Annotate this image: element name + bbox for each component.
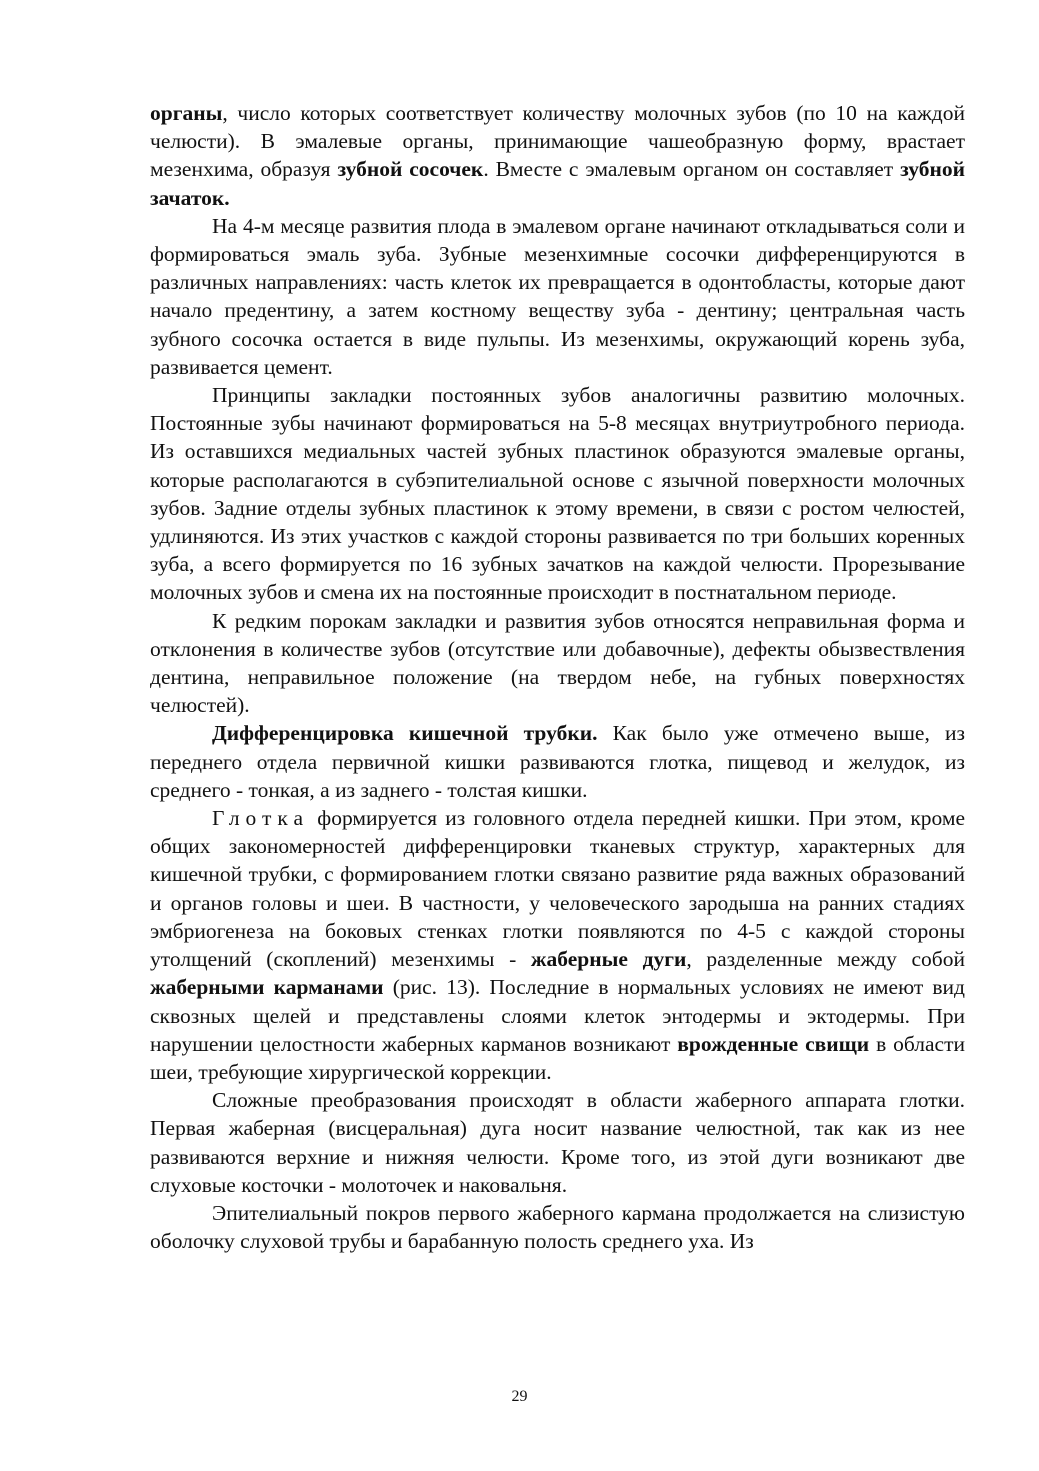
paragraph-6 xyxy=(150,804,965,1086)
text-run: жаберными карманами xyxy=(150,975,384,1000)
text-run: , число которых соответствует количеству молочных зубов (по 10 на каждой челюсти). В эмалевые органы, принимающие чашеобразную форму, врастает мезенхима, образуя xyxy=(150,101,965,182)
text-run: . Вместе с эмалевым органом он составляет xyxy=(483,157,901,182)
paragraph-3 xyxy=(150,381,965,607)
text-run: Принципы закладки постоянных зубов аналогичны развитию молочных. Постоянные зубы начинают формироваться на 5-8 месяцах внутриутробного периода. Из оставшихся медиальных частей зубных пластинок образуются эмалевые органы, которые располагаются в субэпителиальной основе с язычной поверхности молочных зубов. Задние отделы зубных пластинок к этому времени, в связи с ростом челюстей, удлиняются. Из этих участков с каждой стороны развивается по три больших коренных зуба, а всего формируется по 16 зубных зачатков на каждой челюсти. Прорезывание молочных зубов и смена их на постоянные происходит в постнатальном периоде. xyxy=(150,383,965,605)
paragraph-1 xyxy=(150,99,965,212)
text-run: зубной сосочек xyxy=(337,157,484,182)
text-run: в области шеи, требующие хирургической коррекции. xyxy=(150,1031,965,1084)
text-run: , разделенные между собой xyxy=(686,947,965,972)
paragraph-8 xyxy=(150,1199,965,1255)
page-number: 29 xyxy=(511,1388,528,1405)
text-run: На 4-м месяце развития плода в эмалевом органе начинают откладываться соли и формироваться эмаль зуба. Зубные мезенхимные сосочки дифференцируются в различных направлениях: часть клеток их превращается в одонтобласты, которые дают начало предентину, а затем костному веществу зуба - дентину; центральная часть зубного сосочка остается в виде пульпы. Из мезенхимы, окружающий корень зуба, развивается цемент. xyxy=(150,213,965,379)
paragraph-7 xyxy=(150,1086,965,1199)
paragraph-4 xyxy=(150,607,965,720)
text-run: (рис. 13). Последние в нормальных условиях не имеют вид сквозных щелей и представлены слоями клеток энтодермы и эктодермы. При нарушении целостности жаберных карманов возникают xyxy=(150,975,965,1056)
text-run: жаберные дуги xyxy=(530,947,687,972)
text-run: Эпителиальный покров первого жаберного кармана продолжается на слизистую оболочку слуховой трубы и барабанную полость среднего уха. Из xyxy=(150,1200,965,1254)
text-run: формируется из головного отдела передней кишки. При этом, кроме общих закономерностей дифференцировки тканевых структур, характерных для кишечной трубки, с формированием глотки связано развитие ряда важных образований и органов головы и шеи. В частности, у человеческого зародыша на ранних стадиях эмбриогенеза на боковых стенках глотки появляются по 4-5 с каждой стороны утолщений (скоплений) мезенхимы - xyxy=(150,806,965,972)
text-run: зубной зачаток. xyxy=(150,157,965,210)
text-run: врожденные свищи xyxy=(677,1031,870,1056)
paragraph-5 xyxy=(150,719,965,804)
document-body xyxy=(150,99,965,1255)
text-run: органы xyxy=(150,101,223,125)
section-heading: Дифференцировка кишечной трубки. xyxy=(212,721,598,746)
spaced-term: Глотка xyxy=(212,806,310,831)
paragraph-2 xyxy=(150,212,965,381)
text-run: Как было уже отмечено выше, из переднего отдела первичной кишки развиваются глотка, пищевод и желудок, из среднего - тонкая, а из заднего - толстая кишки. xyxy=(150,721,965,802)
text-run: К редким порокам закладки и развития зубов относятся неправильная форма и отклонения в количестве зубов (отсутствие или добавочные), дефекты обызвествления дентина, неправильное положение (на твердом небе, на губных поверхностях челюстей). xyxy=(150,608,965,718)
text-run: Сложные преобразования происходят в области жаберного аппарата глотки. Первая жаберная (висцеральная) дуга носит название челюстной, так как из нее развиваются верхние и нижняя челюсти. Кроме того, из этой дуги возникают две слуховые косточки - молоточек и наковальня. xyxy=(150,1088,965,1197)
